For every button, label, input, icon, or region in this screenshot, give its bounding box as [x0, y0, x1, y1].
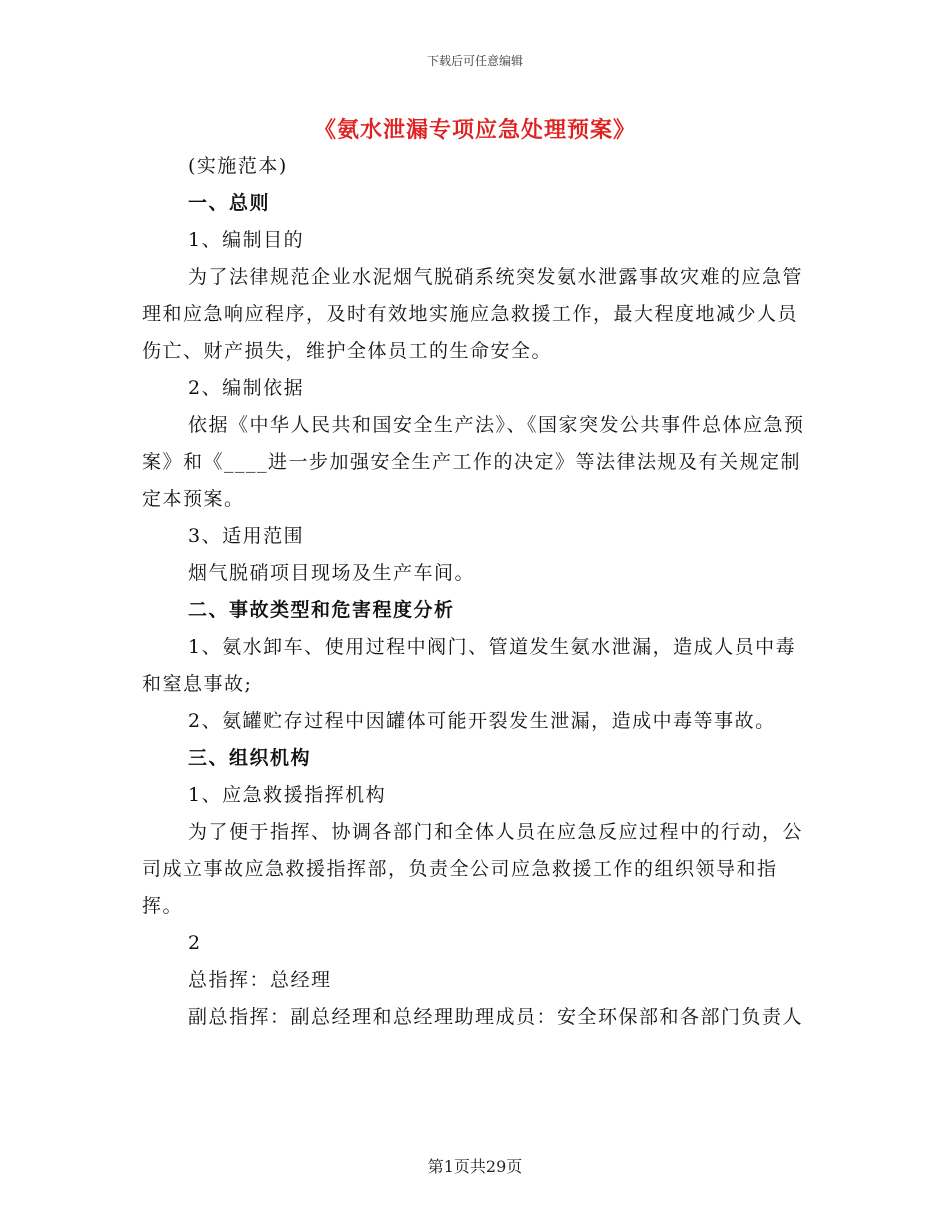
section-heading-general: 一、总则: [188, 192, 271, 214]
paragraph-subtitle: (实施范本): [188, 155, 288, 177]
page-header-note: 下载后可任意编辑: [426, 54, 523, 68]
document-title: 《氨水泄漏专项应急处理预案》: [313, 117, 636, 143]
paragraph-command: 为了便于指挥、协调各部门和全体人员在应急反应过程中的行动，公司成立事故应急救援指挥部，负责全公司应急救援工作的组织领导和指挥。: [142, 821, 804, 917]
subheading-command: 1、应急救援指挥机构: [188, 784, 387, 806]
section-heading-organization: 三、组织机构: [188, 747, 312, 769]
subheading-basis: 2、编制依据: [188, 377, 305, 399]
paragraph-basis: 依据《中华人民共和国安全生产法》、《国家突发公共事件总体应急预案》和《____进一步加强安全生产工作的决定》等法律法规及有关规定制定本预案。: [142, 414, 805, 510]
paragraph-commander: 总指挥：总经理: [188, 969, 332, 991]
paragraph-accident-type-1: 1、氨水卸车、使用过程中阀门、管道发生氨水泄漏，造成人员中毒和窒息事故;: [142, 636, 797, 695]
subheading-purpose: 1、编制目的: [188, 229, 305, 251]
paragraph-scope: 烟气脱硝项目现场及生产车间。: [188, 562, 476, 584]
subheading-scope: 3、适用范围: [188, 525, 305, 547]
section-heading-accident-types: 二、事故类型和危害程度分析: [188, 599, 455, 621]
document-body: [142, 148, 810, 1036]
paragraph-accident-type-2: 2、氨罐贮存过程中因罐体可能开裂发生泄漏，造成中毒等事故。: [188, 710, 776, 732]
paragraph-number: 2: [188, 932, 202, 954]
paragraph-purpose: 为了法律规范企业水泥烟气脱硝系统突发氨水泄露事故灾难的应急管理和应急响应程序，及时有效地实施应急救援工作，最大程度地减少人员伤亡、财产损失，维护全体员工的生命安全。: [142, 266, 804, 362]
paragraph-deputy-commander: 副总指挥：副总经理和总经理助理成员：安全环保部和各部门负责人: [188, 1006, 804, 1028]
page-footer-pagination: 第1页共29页: [427, 1157, 523, 1176]
